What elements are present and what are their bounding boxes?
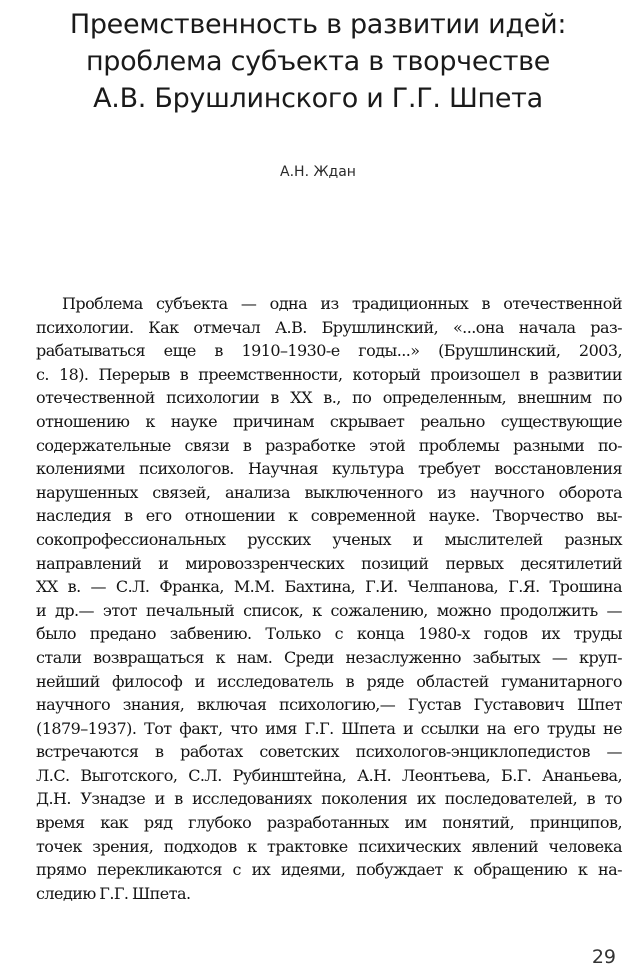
text-line: психологии. Как отмечал А.В. Брушлинский, «...она начала раз- xyxy=(36,317,622,337)
text-line: время как ряд глубоко разработанных им понятий, принципов, xyxy=(36,813,622,833)
text-line: с. 18). Перерыв в преемственности, который произошел в развитии xyxy=(36,364,622,384)
text-line: Д.Н. Узнадзе и в исследованиях поколения их последователей, в то xyxy=(36,789,622,809)
text-line: содержательные связи в разработке этой проблемы разными по- xyxy=(36,435,622,455)
text-line: встречаются в работах советских психологов-энциклопедистов — xyxy=(36,742,622,762)
text-line: наследия в его отношении к современной науке. Творчество вы- xyxy=(36,506,622,526)
text-line: и др.— этот печальный список, к сожалению, можно продолжить — xyxy=(36,600,622,620)
title-line: проблема субъекта в творчестве xyxy=(85,46,551,77)
text-line: направлений и мировоззренческих позиций первых десятилетий xyxy=(36,553,622,573)
text-line: сокопрофессиональных русских ученых и мыслителей разных xyxy=(36,529,622,549)
text-line: отечественной психологии в XX в., по определенным, внешним по xyxy=(36,388,622,408)
title-line: Преемственность в развитии идей: xyxy=(69,9,567,40)
text-line: стали возвращаться к нам. Среди незаслуженно забытых — круп- xyxy=(36,647,622,667)
text-line: (1879–1937). Тот факт, что имя Г.Г. Шпета и ссылки на его труды не xyxy=(36,718,622,738)
text-line: рабатываться еще в 1910–1930-е годы...» (Брушлинский, 2003, xyxy=(36,341,622,361)
text-line: следию Г.Г. Шпета. xyxy=(36,883,191,903)
text-line: научного знания, включая психологию,— Густав Густавович Шпет xyxy=(36,695,622,715)
text-line: Л.С. Выготского, С.Л. Рубинштейна, А.Н. Леонтьева, Б.Г. Ананьева, xyxy=(36,765,622,785)
text-line: прямо перекликаются с их идеями, побуждает к обращению к на- xyxy=(36,860,622,880)
text-line: отношению к науке причинам скрывает реально существующие xyxy=(36,411,622,431)
text-line: XX в. — С.Л. Франка, М.М. Бахтина, Г.И. Челпанова, Г.Я. Трошина xyxy=(36,577,622,597)
text-line: точек зрения, подходов к трактовке психических явлений человека xyxy=(36,836,622,856)
title-line: А.В. Брушлинского и Г.Г. Шпета xyxy=(93,83,543,114)
text-line: колениями психологов. Научная культура требует восстановления xyxy=(36,459,622,479)
text-line: нейший философ и исследователь в ряде областей гуманитарного xyxy=(36,671,622,691)
text-line: было предано забвению. Только с конца 1980-х годов их труды xyxy=(36,624,622,644)
text-line: нарушенных связей, анализа выключенного из научного оборота xyxy=(36,482,622,502)
page-number: 29 xyxy=(591,946,616,968)
author-name: А.Н. Ждан xyxy=(280,164,356,180)
body-paragraph xyxy=(36,292,622,905)
article-title xyxy=(0,6,636,117)
text-line: Проблема субъекта — одна из традиционных в отечественной xyxy=(62,294,622,313)
